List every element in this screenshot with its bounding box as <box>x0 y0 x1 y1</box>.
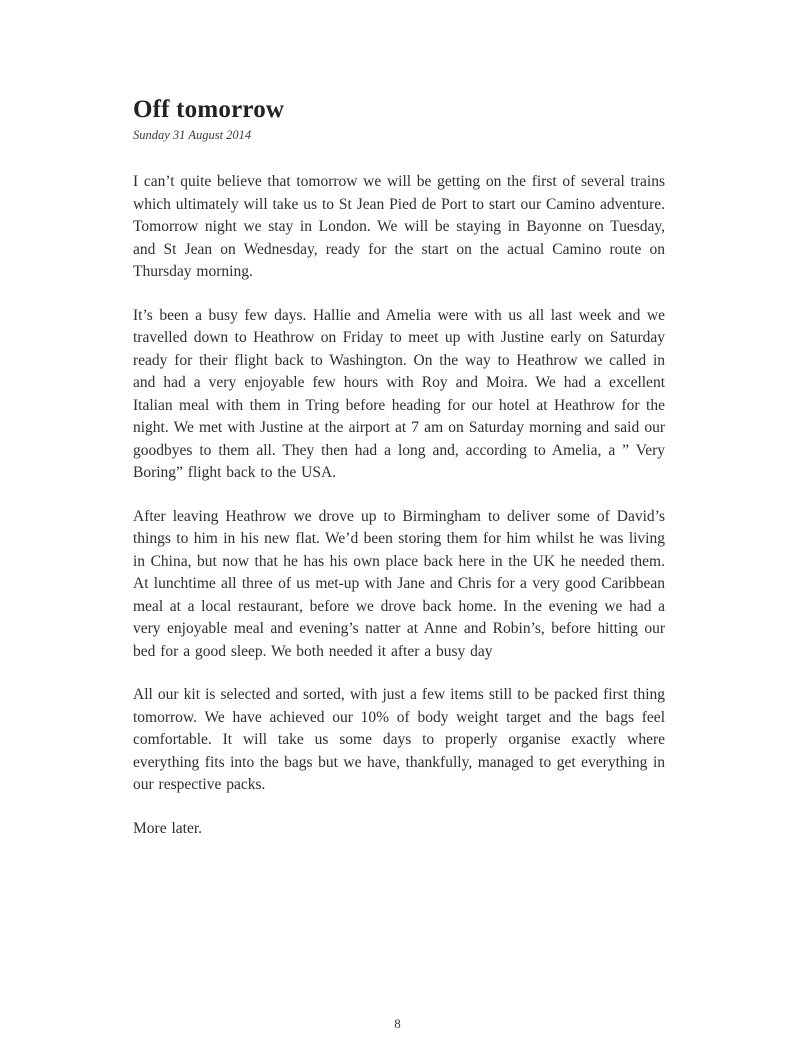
post-date: Sunday 31 August 2014 <box>133 128 252 142</box>
article-body <box>133 171 665 840</box>
page-number: 8 <box>394 1016 401 1031</box>
paragraph: More later. <box>133 819 203 837</box>
paragraph: All our kit is selected and sorted, with just a few items still to be packed first thing tomorrow. We have achieved our 10% of body weight target and the bags feel comfortable. It will take us some days to properly organise exactly where everything fits into the bags but we have, thankfully, managed to get everything in our respective packs. <box>133 686 665 793</box>
article <box>133 96 665 840</box>
paragraph: I can’t quite believe that tomorrow we will be getting on the first of several trains which ultimately will take us to St Jean Pied de Port to start our Camino adventure. Tomorrow night we stay in London. We will be staying in Bayonne on Tuesday, and St Jean on Wednesday, ready for the start on the actual Camino route on Thursday morning. <box>133 173 665 280</box>
paragraph: It’s been a busy few days. Hallie and Amelia were with us all last week and we travelled down to Heathrow on Friday to meet up with Justine early on Saturday ready for their flight back to Washington. On the way to Heathrow we called in and had a very enjoyable few hours with Roy and Moira. We had a excellent Italian meal with them in Tring before heading for our hotel at Heathrow for the night. We met with Justine at the airport at 7 am on Saturday morning and said our goodbyes to them all. They then had a long and, according to Amelia, a ” Very Boring” flight back to the USA. <box>133 306 665 481</box>
page-title: Off tomorrow <box>133 96 285 123</box>
paragraph: After leaving Heathrow we drove up to Birmingham to deliver some of David’s things to him in his new flat. We’d been storing them for him whilst he was living in China, but now that he has his own place back here in the UK he needed them. At lunchtime all three of us met-up with Jane and Chris for a very good Caribbean meal at a local restaurant, before we drove back home. In the evening we had a very enjoyable meal and evening’s natter at Anne and Robin’s, before hitting our bed for a good sleep. We both needed it after a busy day <box>133 507 665 660</box>
